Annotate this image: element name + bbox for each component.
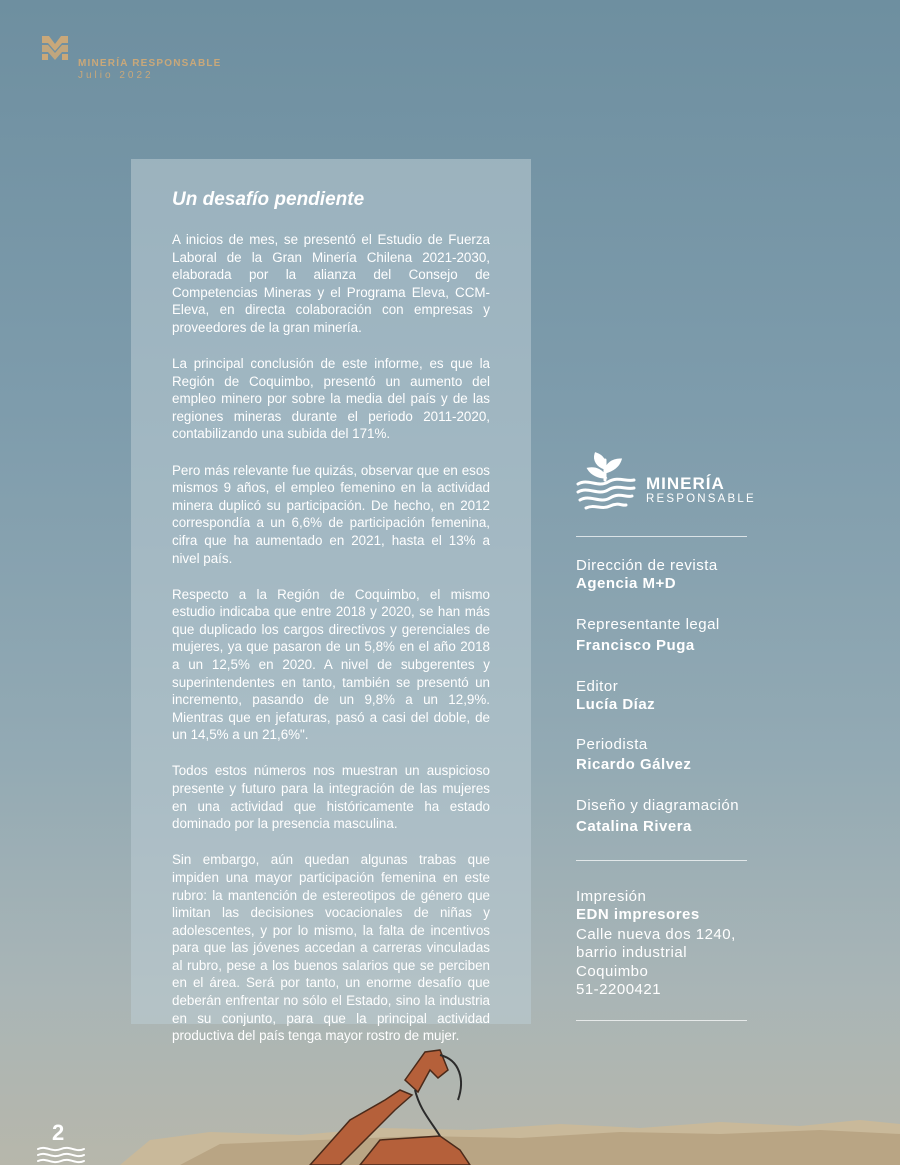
- masthead-logo-name: MINERÍA: [646, 474, 725, 493]
- printing-name: EDN impresores: [576, 906, 700, 923]
- article-paragraph: Sin embargo, aún quedan algunas trabas que impiden una mayor participación femenina en este rubro: la mantención de estereotipos de género que limitan las decisiones vocacionales de niñas y adolescentes, y por lo mismo, la falta de incentivos para que las jóvenes accedan a carreras vinculadas al rubro, pese a los buenos salarios que se perciben en el área. Será por tanto, un enorme desafío que deberán enfrentar no sólo el Estado, sino la industria en su conjunto, para que la principal actividad productiva del país tenga mayor rostro de mujer.: [172, 852, 490, 1044]
- article-paragraph: La principal conclusión de este informe, es que la Región de Coquimbo, presentó un aumento del empleo minero por sobre la media del país y de las regiones mineras durante el periodo 2011-2020, contabilizando una subida del 171%.: [172, 356, 490, 442]
- article-body: [172, 231, 490, 1063]
- page-number: 2: [52, 1120, 65, 1145]
- credit-name: Lucía Díaz: [576, 696, 656, 713]
- credit-role: Diseño y diagramación: [576, 797, 740, 814]
- wave-icon: [36, 1144, 86, 1164]
- credit-name: Catalina Rivera: [576, 818, 692, 835]
- article-paragraph: A inicios de mes, se presentó el Estudio de Fuerza Laboral de la Gran Minería Chilena 2021-2030, elaborada por la alianza del Consejo de Competencias Mineras y el Programa Eleva, CCM-Eleva, en directa colaboración con empresas y proveedores de la gran minería.: [172, 232, 490, 335]
- header-date: Julio 2022: [78, 70, 154, 81]
- article-title: Un desafío pendiente: [172, 189, 365, 210]
- credit-name: Agencia M+D: [576, 575, 677, 592]
- divider: [576, 536, 747, 537]
- credit-role: Representante legal: [576, 616, 720, 633]
- m-logo-icon: [40, 34, 70, 62]
- credit-role: Periodista: [576, 736, 648, 753]
- article-paragraph: Todos estos números nos muestran un auspicioso presente y futuro para la integración de las mujeres en una actividad que históricamente ha estado dominado por la presencia masculina.: [172, 763, 490, 832]
- header-brand: MINERÍA RESPONSABLE: [78, 58, 222, 69]
- credit-role: Editor: [576, 678, 619, 695]
- masthead-logo-sub: RESPONSABLE: [646, 493, 756, 505]
- article-paragraph: Respecto a la Región de Coquimbo, el mismo estudio indicaba que entre 2018 y 2020, se han más que duplicado los cargos directivos y gerenciales de mujeres, ya que pasaron de un 5,8% en el año 2018 a un 12,5% en 2020. A nivel de subgerentes y superintendentes en tanto, también se presentó un incremento, pasando de un 9,8% a un 12,9%. Mientras que en jefaturas, pasó a casi del doble, de un 14,5% a un 21,6%".: [172, 586, 490, 743]
- divider: [576, 1020, 747, 1021]
- printing-address: [576, 926, 736, 999]
- credit-role: Dirección de revista: [576, 557, 718, 574]
- address-line: Coquimbo: [576, 962, 649, 980]
- article-panel: [131, 159, 531, 1044]
- printing-role: Impresión: [576, 888, 647, 905]
- credit-name: Francisco Puga: [576, 637, 695, 654]
- divider: [576, 860, 747, 861]
- credit-name: Ricardo Gálvez: [576, 756, 692, 773]
- address-line: barrio industrial: [576, 944, 688, 962]
- sprout-wave-logo-icon: [572, 450, 638, 516]
- address-line: Calle nueva dos 1240,: [576, 926, 736, 943]
- article-paragraph: Pero más relevante fue quizás, observar que en esos mismos 9 años, el empleo femenino en la actividad minera duplicó su participación. De hecho, en 2012 correspondía a un 6,6% de participación femenina, cifra que ha aumentado en 2021, hasta el 13% a nivel país.: [172, 462, 490, 566]
- address-line: 51-2200421: [576, 980, 662, 998]
- excavator-photo: [0, 1040, 900, 1165]
